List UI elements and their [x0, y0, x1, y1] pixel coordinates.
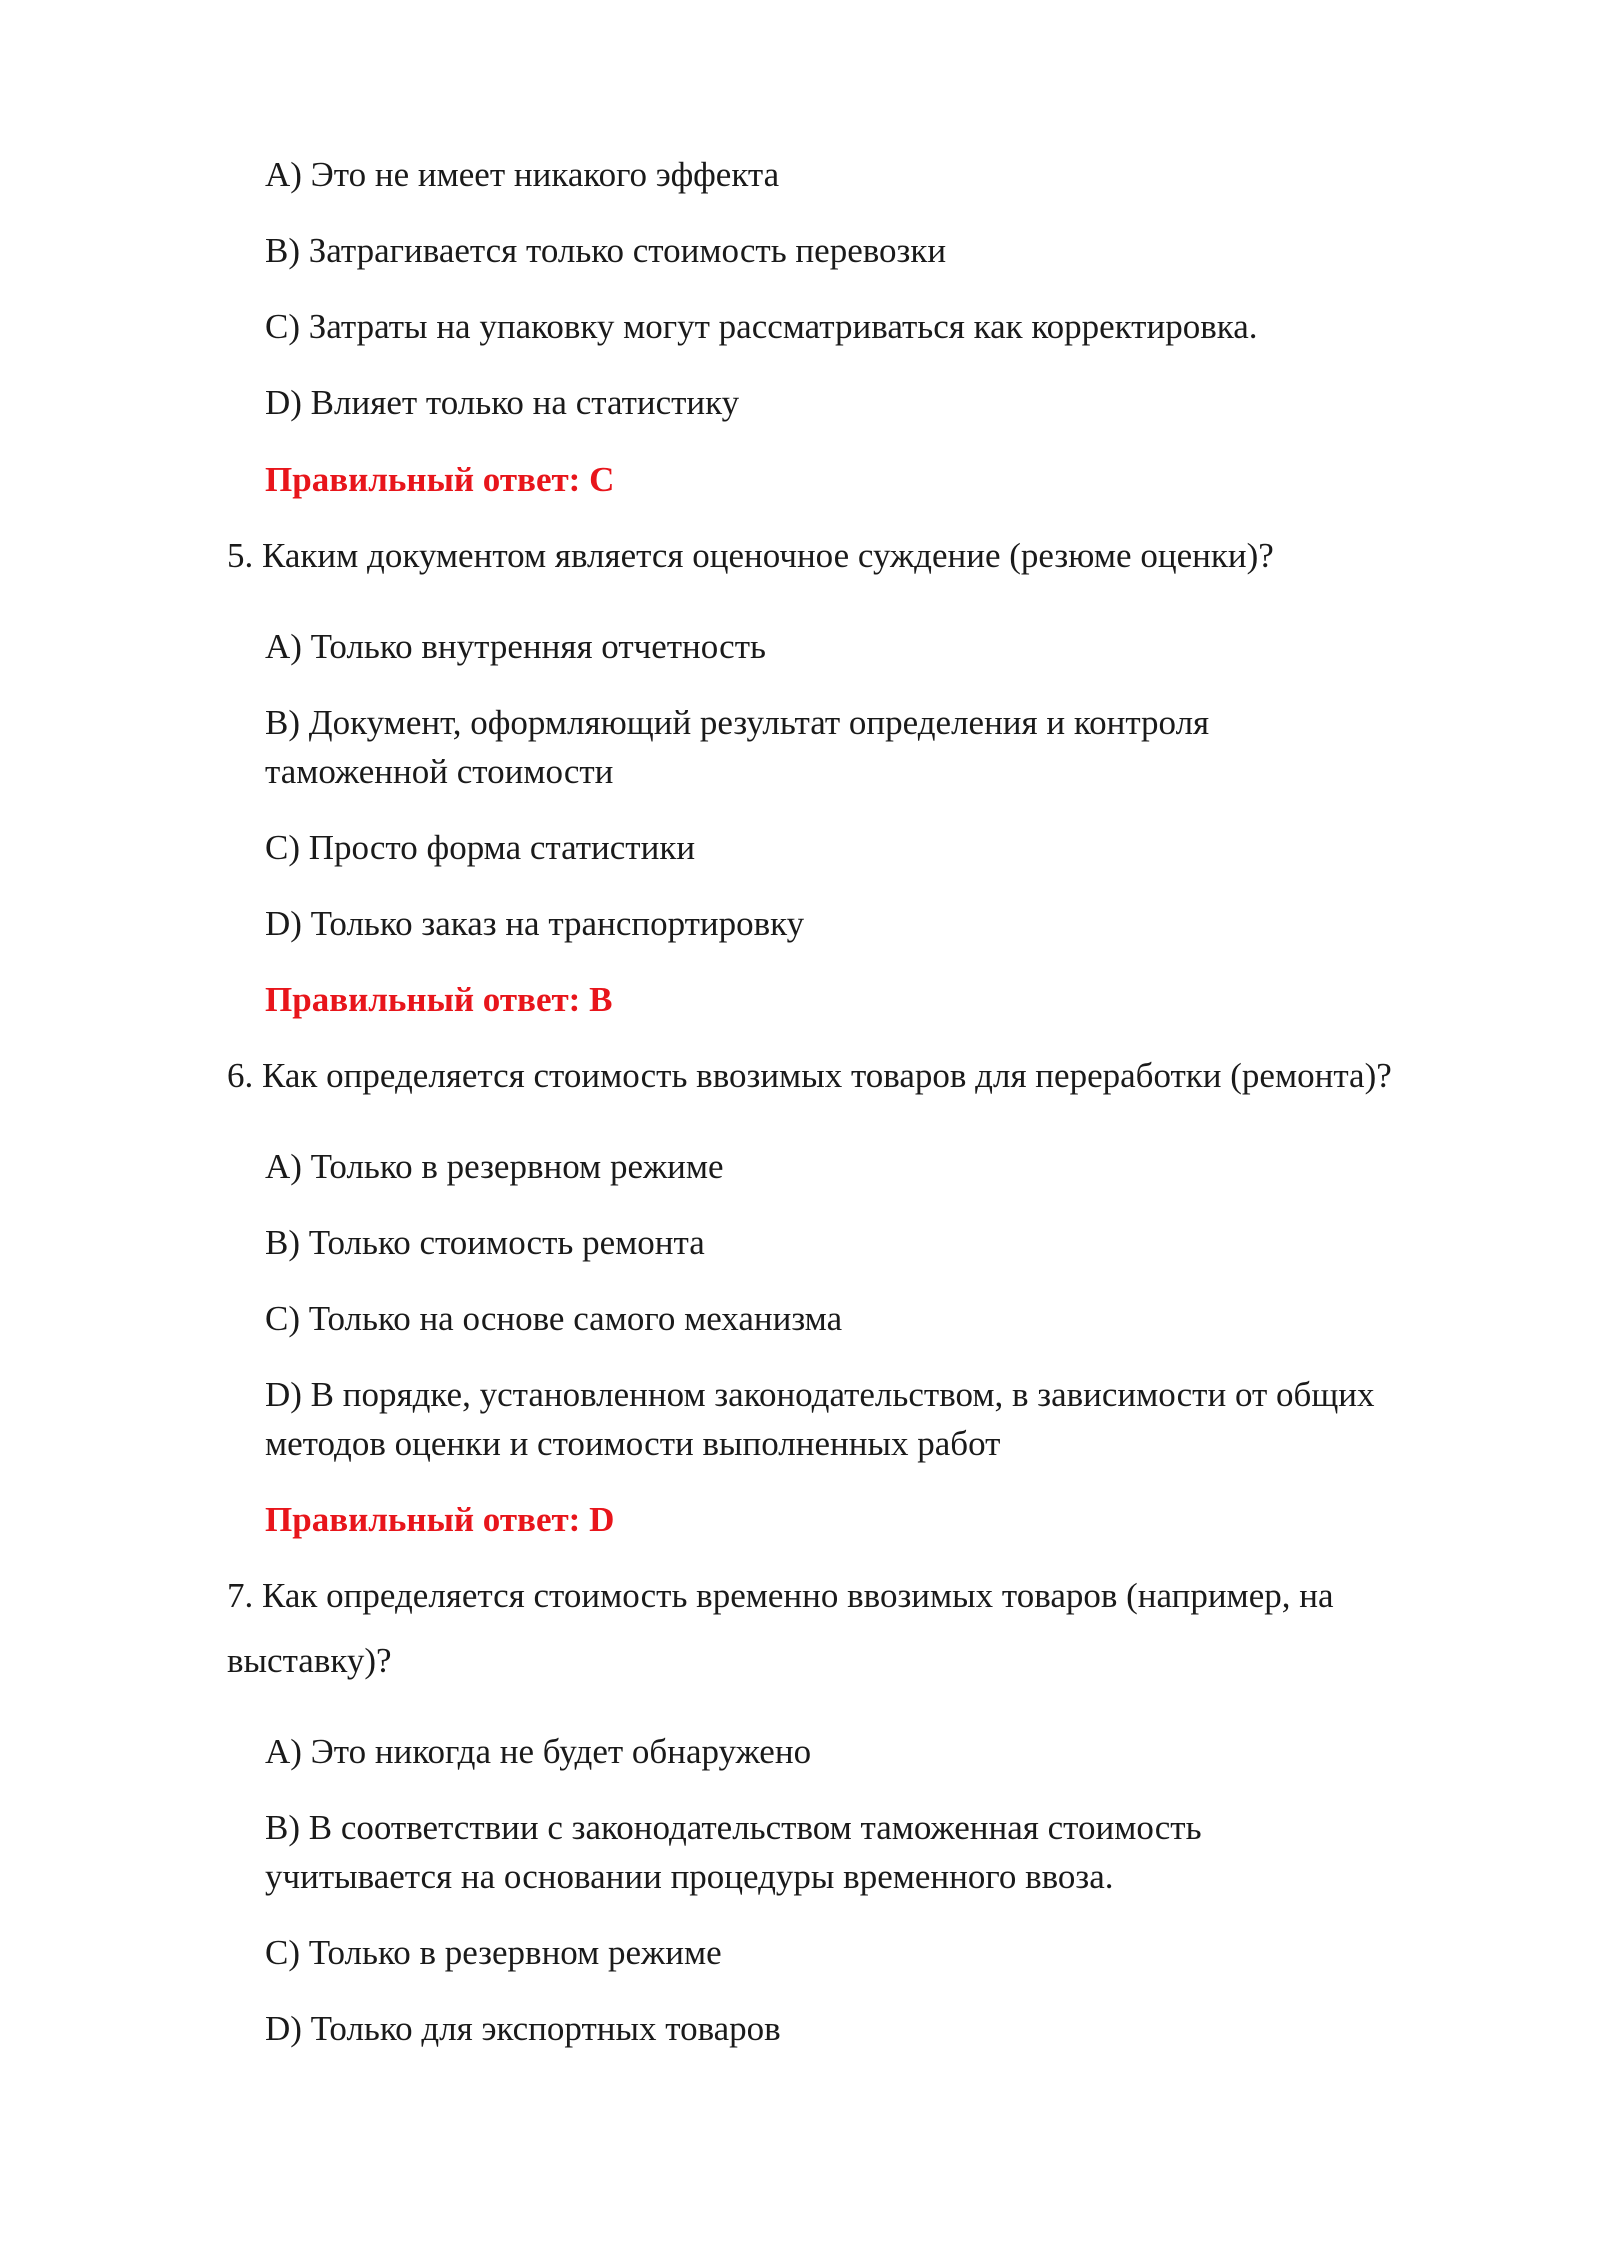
q5-option-b: B) Документ, оформляющий результат определения и контроля: [265, 703, 1210, 742]
question-7: 7. Как определяется стоимость временно ввозимых товаров (например, на: [227, 1576, 1334, 1615]
q7-option-d: D) Только для экспортных товаров: [265, 2009, 781, 2048]
option-d: D) Влияет только на статистику: [265, 383, 740, 422]
q6-correct-answer: Правильный ответ: D: [265, 1500, 615, 1539]
q7-option-b-cont: учитывается на основании процедуры временного ввоза.: [265, 1857, 1114, 1896]
q6-option-a: A) Только в резервном режиме: [265, 1147, 724, 1186]
q6-option-c: C) Только на основе самого механизма: [265, 1299, 843, 1338]
q5-option-b-cont: таможенной стоимости: [265, 752, 614, 791]
q5-option-c: C) Просто форма статистики: [265, 828, 696, 867]
question-5: 5. Каким документом является оценочное суждение (резюме оценки)?: [227, 536, 1274, 575]
option-c: C) Затраты на упаковку могут рассматриваться как корректировка.: [265, 307, 1258, 346]
question-7-cont: выставку)?: [227, 1641, 392, 1680]
q5-option-a: A) Только внутренняя отчетность: [265, 627, 766, 666]
q5-option-d: D) Только заказ на транспортировку: [265, 904, 805, 943]
q7-option-c: C) Только в резервном режиме: [265, 1933, 722, 1972]
q6-option-b: B) Только стоимость ремонта: [265, 1223, 705, 1262]
q6-option-d-cont: методов оценки и стоимости выполненных работ: [265, 1424, 1001, 1463]
q7-option-b: B) В соответствии с законодательством таможенная стоимость: [265, 1808, 1202, 1847]
q6-option-d: D) В порядке, установленном законодательством, в зависимости от общих: [265, 1375, 1375, 1414]
option-a: A) Это не имеет никакого эффекта: [265, 155, 780, 194]
correct-answer: Правильный ответ: C: [265, 460, 615, 499]
q7-option-a: A) Это никогда не будет обнаружено: [265, 1732, 812, 1771]
q5-correct-answer: Правильный ответ: B: [265, 980, 613, 1019]
option-b: B) Затрагивается только стоимость перевозки: [265, 231, 947, 270]
question-6: 6. Как определяется стоимость ввозимых товаров для переработки (ремонта)?: [227, 1056, 1392, 1095]
